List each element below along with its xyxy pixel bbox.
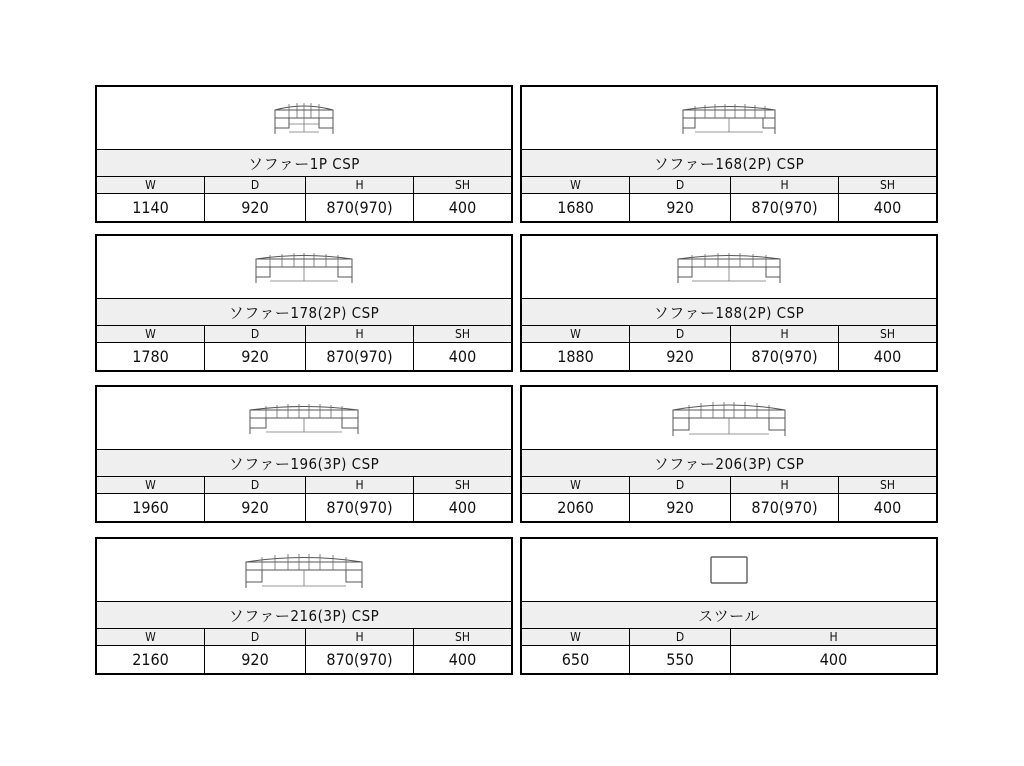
col-header-w: W: [570, 178, 581, 192]
col-header-w: W: [145, 478, 156, 492]
col-header-d: D: [204, 177, 305, 193]
product-card: [95, 85, 513, 223]
col-header-d: D: [204, 326, 305, 342]
value-d: 920: [629, 494, 730, 521]
col-header-h: H: [730, 629, 936, 645]
sofa-3p-icon: [669, 396, 789, 440]
value-d: 920: [204, 194, 305, 221]
sofa-2p-icon: [679, 98, 779, 138]
product-drawing: [522, 236, 936, 299]
product-card: [520, 537, 938, 675]
spec-header-row: [522, 326, 936, 343]
product-drawing: [97, 539, 511, 602]
spec-header-row: [97, 629, 511, 646]
col-header-w: W: [570, 630, 581, 644]
sofa-2p-icon: [674, 247, 784, 287]
col-header-h: H: [730, 477, 838, 493]
spec-header-row: [97, 326, 511, 343]
value-h: 870(970): [730, 194, 838, 221]
product-drawing: [522, 539, 936, 602]
value-sh: 400: [413, 194, 511, 221]
spec-value-row: [97, 194, 511, 221]
col-header-sh: SH: [413, 477, 511, 493]
spec-value-row: [522, 494, 936, 521]
value-h: 870(970): [730, 343, 838, 370]
value-h: 870(970): [305, 194, 413, 221]
sofa-1p-icon: [269, 98, 339, 138]
spec-header-row: [522, 177, 936, 194]
product-name: ソファー216(3P) CSP: [97, 602, 511, 629]
col-header-w: W: [570, 478, 581, 492]
product-name: ソファー178(2P) CSP: [97, 299, 511, 326]
col-header-h: H: [305, 629, 413, 645]
spec-header-row: [97, 177, 511, 194]
product-card: [520, 234, 938, 372]
value-h: 870(970): [305, 343, 413, 370]
value-d: 550: [629, 646, 730, 673]
col-header-d: D: [204, 477, 305, 493]
col-header-h: H: [305, 326, 413, 342]
product-drawing: [97, 387, 511, 450]
value-d: 920: [204, 494, 305, 521]
col-header-h: H: [305, 177, 413, 193]
col-header-d: D: [629, 477, 730, 493]
value-w: 1880: [557, 347, 594, 366]
spec-value-row: [97, 494, 511, 521]
col-header-w: W: [145, 327, 156, 341]
value-d: 920: [204, 343, 305, 370]
col-header-d: D: [629, 326, 730, 342]
sofa-3p-icon: [242, 548, 366, 592]
col-header-h: H: [730, 177, 838, 193]
value-w: 2060: [557, 498, 594, 517]
product-name: ソファー188(2P) CSP: [522, 299, 936, 326]
product-name: ソファー168(2P) CSP: [522, 150, 936, 177]
product-card: [520, 85, 938, 223]
value-h: 870(970): [730, 494, 838, 521]
spec-value-row: [97, 343, 511, 370]
value-sh: 400: [413, 646, 511, 673]
product-card: [95, 385, 513, 523]
value-w: 1680: [557, 198, 594, 217]
spec-value-row: [97, 646, 511, 673]
col-header-w: W: [145, 178, 156, 192]
col-header-h: H: [305, 477, 413, 493]
value-w: 2160: [132, 650, 169, 669]
value-h: 870(970): [305, 646, 413, 673]
value-h: 870(970): [305, 494, 413, 521]
col-header-w: W: [145, 630, 156, 644]
col-header-d: D: [204, 629, 305, 645]
value-w: 650: [561, 650, 590, 669]
col-header-sh: SH: [413, 177, 511, 193]
value-sh: 400: [838, 494, 936, 521]
value-sh: 400: [413, 494, 511, 521]
value-d: 920: [204, 646, 305, 673]
col-header-w: W: [570, 327, 581, 341]
spec-header-row: [522, 477, 936, 494]
stool-icon: [709, 555, 749, 585]
col-header-d: D: [629, 629, 730, 645]
col-header-sh: SH: [413, 629, 511, 645]
col-header-sh: SH: [838, 177, 936, 193]
value-d: 920: [629, 194, 730, 221]
value-sh: 400: [838, 343, 936, 370]
product-name: ソファー206(3P) CSP: [522, 450, 936, 477]
value-w: 1780: [132, 347, 169, 366]
col-header-sh: SH: [838, 326, 936, 342]
product-name: スツール: [522, 602, 936, 629]
product-drawing: [522, 87, 936, 150]
product-name: ソファー196(3P) CSP: [97, 450, 511, 477]
product-drawing: [522, 387, 936, 450]
col-header-h: H: [730, 326, 838, 342]
value-w: 1140: [132, 198, 169, 217]
product-card: [95, 537, 513, 675]
col-header-d: D: [629, 177, 730, 193]
spec-value-row: [522, 646, 936, 673]
product-card: [520, 385, 938, 523]
value-sh: 400: [413, 343, 511, 370]
value-d: 920: [629, 343, 730, 370]
spec-value-row: [522, 194, 936, 221]
spec-value-row: [522, 343, 936, 370]
sofa-3p-icon: [246, 398, 362, 438]
product-drawing: [97, 236, 511, 299]
spec-header-row: [522, 629, 936, 646]
sofa-2p-icon: [252, 247, 356, 287]
col-header-sh: SH: [838, 477, 936, 493]
value-w: 1960: [132, 498, 169, 517]
col-header-sh: SH: [413, 326, 511, 342]
product-drawing: [97, 87, 511, 150]
spec-header-row: [97, 477, 511, 494]
value-sh: 400: [838, 194, 936, 221]
product-card: [95, 234, 513, 372]
value-h: 400: [730, 646, 936, 673]
product-name: ソファー1P CSP: [97, 150, 511, 177]
